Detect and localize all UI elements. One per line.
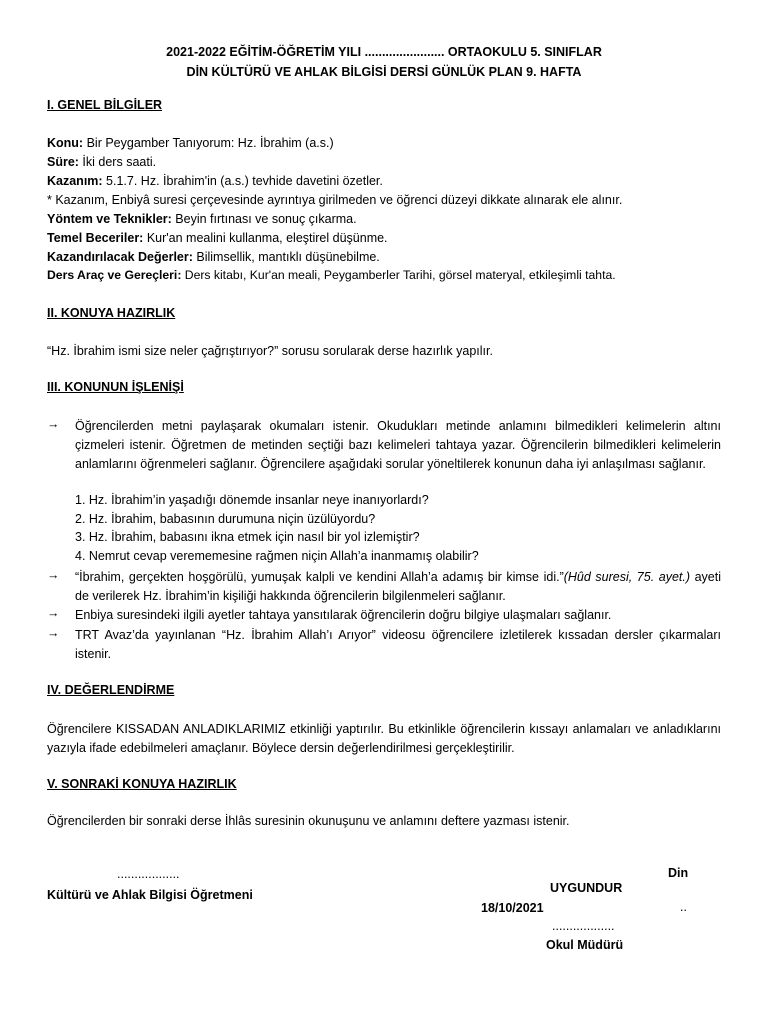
arrow-icon: → <box>47 568 60 582</box>
teacher-title: Kültürü ve Ahlak Bilgisi Öğretmeni <box>47 888 253 902</box>
info-value: Bilimsellik, mantıklı düşünebilme. <box>192 250 380 264</box>
info-degerler <box>47 250 380 264</box>
info-kazanim <box>47 174 383 188</box>
info-label: Temel Beceriler: <box>47 231 144 245</box>
section-5-heading: V. SONRAKİ KONUYA HAZIRLIK <box>47 777 237 791</box>
question-4: 4. Nemrut cevap verememesine rağmen niçin Allah’a inanmamış olabilir? <box>75 549 479 563</box>
cut-off-text: Din <box>668 866 689 880</box>
process-item-4 <box>47 626 721 664</box>
info-label: Süre: <box>47 155 79 169</box>
process-item-1 <box>47 417 721 474</box>
process-item-3 <box>47 606 721 625</box>
section-4-heading: IV. DEĞERLENDİRME <box>47 683 175 697</box>
info-kazanim-note <box>47 193 622 207</box>
info-value: Ders kitabı, Kur'an meali, Peygamberler Tarihi, görsel materyal, etkileşimli tahta. <box>181 268 616 282</box>
info-arac-gerec <box>47 268 616 282</box>
info-value: Bir Peygamber Tanıyorum: Hz. İbrahim (a.s.) <box>83 136 334 150</box>
section-3-heading: III. KONUNUN İŞLENİŞİ <box>47 380 184 394</box>
approval-date: 18/10/2021 <box>481 901 544 915</box>
verse-reference: (Hûd suresi, 75. ayet.) <box>563 570 691 584</box>
document-title-line-1: 2021-2022 EĞİTİM-ÖĞRETİM YILI ....................... ORTAOKULU 5. SINIFLAR <box>166 45 602 59</box>
process-item-text: Enbiya suresindeki ilgili ayetler tahtaya yansıtılarak öğrencilerin doğru bilgiye ulaşmaları sağlanır. <box>75 608 612 622</box>
arrow-icon: → <box>47 606 60 620</box>
info-label: Kazanım: <box>47 174 103 188</box>
info-yontem <box>47 212 357 226</box>
info-label: Yöntem ve Teknikler: <box>47 212 172 226</box>
section-1-heading: I. GENEL BİLGİLER <box>47 98 163 112</box>
info-beceriler <box>47 231 388 245</box>
arrow-icon: → <box>47 417 60 431</box>
verse-quote: “İbrahim, gerçekten hoşgörülü, yumuşak kalpli ve kendini Allah’a adamış bir kimse idi.” <box>75 570 564 584</box>
approval-label: UYGUNDUR <box>550 881 623 895</box>
info-sure <box>47 155 156 169</box>
section-2-text: “Hz. İbrahim ismi size neler çağrıştırıyor?” sorusu sorularak derse hazırlık yapılır. <box>47 344 493 358</box>
document-title-line-2: DİN KÜLTÜRÜ VE AHLAK BİLGİSİ DERSİ GÜNLÜK PLAN 9. HAFTA <box>186 65 582 79</box>
process-item-text: Öğrencilerden metni paylaşarak okumaları istenir. Okudukları metinde anlamını bilmedikleri kelimelerin altını çizmeleri istenir. Öğretmen de metinden seçtiği bazı kelimeleri tahtaya yazar. Öğrencilerin bilmedikleri kelimelerin anlamlarını öğrenmeleri sağlanır. Öğrencilere aşağıdaki sorular yöneltilerek konunun daha iyi anlaşılması sağlanır. <box>75 419 721 471</box>
info-label: Ders Araç ve Gereçleri: <box>47 268 182 282</box>
process-item-text: TRT Avaz’da yayınlanan “Hz. İbrahim Allah’ı Arıyor” videosu öğrencilere izletilerek kıssadan dersler çıkarmaları istenir. <box>75 628 721 661</box>
info-label: Kazandırılacak Değerler: <box>47 250 193 264</box>
principal-signature-dots: .................. <box>552 919 615 933</box>
section-5-text: Öğrencilerden bir sonraki derse İhlâs suresinin okunuşunu ve anlamını deftere yazması istenir. <box>47 814 570 828</box>
process-item-text <box>75 568 721 606</box>
info-value: Beyin fırtınası ve sonuç çıkarma. <box>171 212 357 226</box>
info-value: İki ders saati. <box>78 155 157 169</box>
teacher-signature-dots: .................. <box>117 867 180 881</box>
principal-title: Okul Müdürü <box>546 938 624 952</box>
info-label: Konu: <box>47 136 84 150</box>
arrow-icon: → <box>47 626 60 640</box>
info-konu <box>47 136 334 150</box>
section-2-heading: II. KONUYA HAZIRLIK <box>47 306 176 320</box>
section-4-text: Öğrencilere KISSADAN ANLADIKLARIMIZ etkinliği yaptırılır. Bu etkinlikle öğrencilerin kıssayı anlamaları ve anladıklarını yazıyla ifade edebilmeleri amaçlanır. Böylece dersin değerlendirilmesi gerçekleştirilir. <box>47 722 721 755</box>
info-value: * Kazanım, Enbiyâ suresi çerçevesinde ayrıntıya girilmeden ve öğrenci düzeyi dikkate alınarak ele alınır. <box>47 193 623 207</box>
right-dots: .. <box>680 900 687 914</box>
process-item-2 <box>47 568 721 606</box>
verse-follow-text: ayeti de verilerek Hz. İbrahim’in kişiliği hakkında öğrencilerin bilgilenmeleri sağlanır. <box>75 570 721 603</box>
question-2: 2. Hz. İbrahim, babasının durumuna niçin üzülüyordu? <box>75 512 376 526</box>
info-value: 5.1.7. Hz. İbrahim'in (a.s.) tevhide davetini özetler. <box>102 174 383 188</box>
question-1: 1. Hz. İbrahim’in yaşadığı dönemde insanlar neye inanıyorlardı? <box>75 493 429 507</box>
info-value: Kur'an mealini kullanma, eleştirel düşünme. <box>143 231 388 245</box>
question-3: 3. Hz. İbrahim, babasını ikna etmek için nasıl bir yol izlemiştir? <box>75 530 420 544</box>
